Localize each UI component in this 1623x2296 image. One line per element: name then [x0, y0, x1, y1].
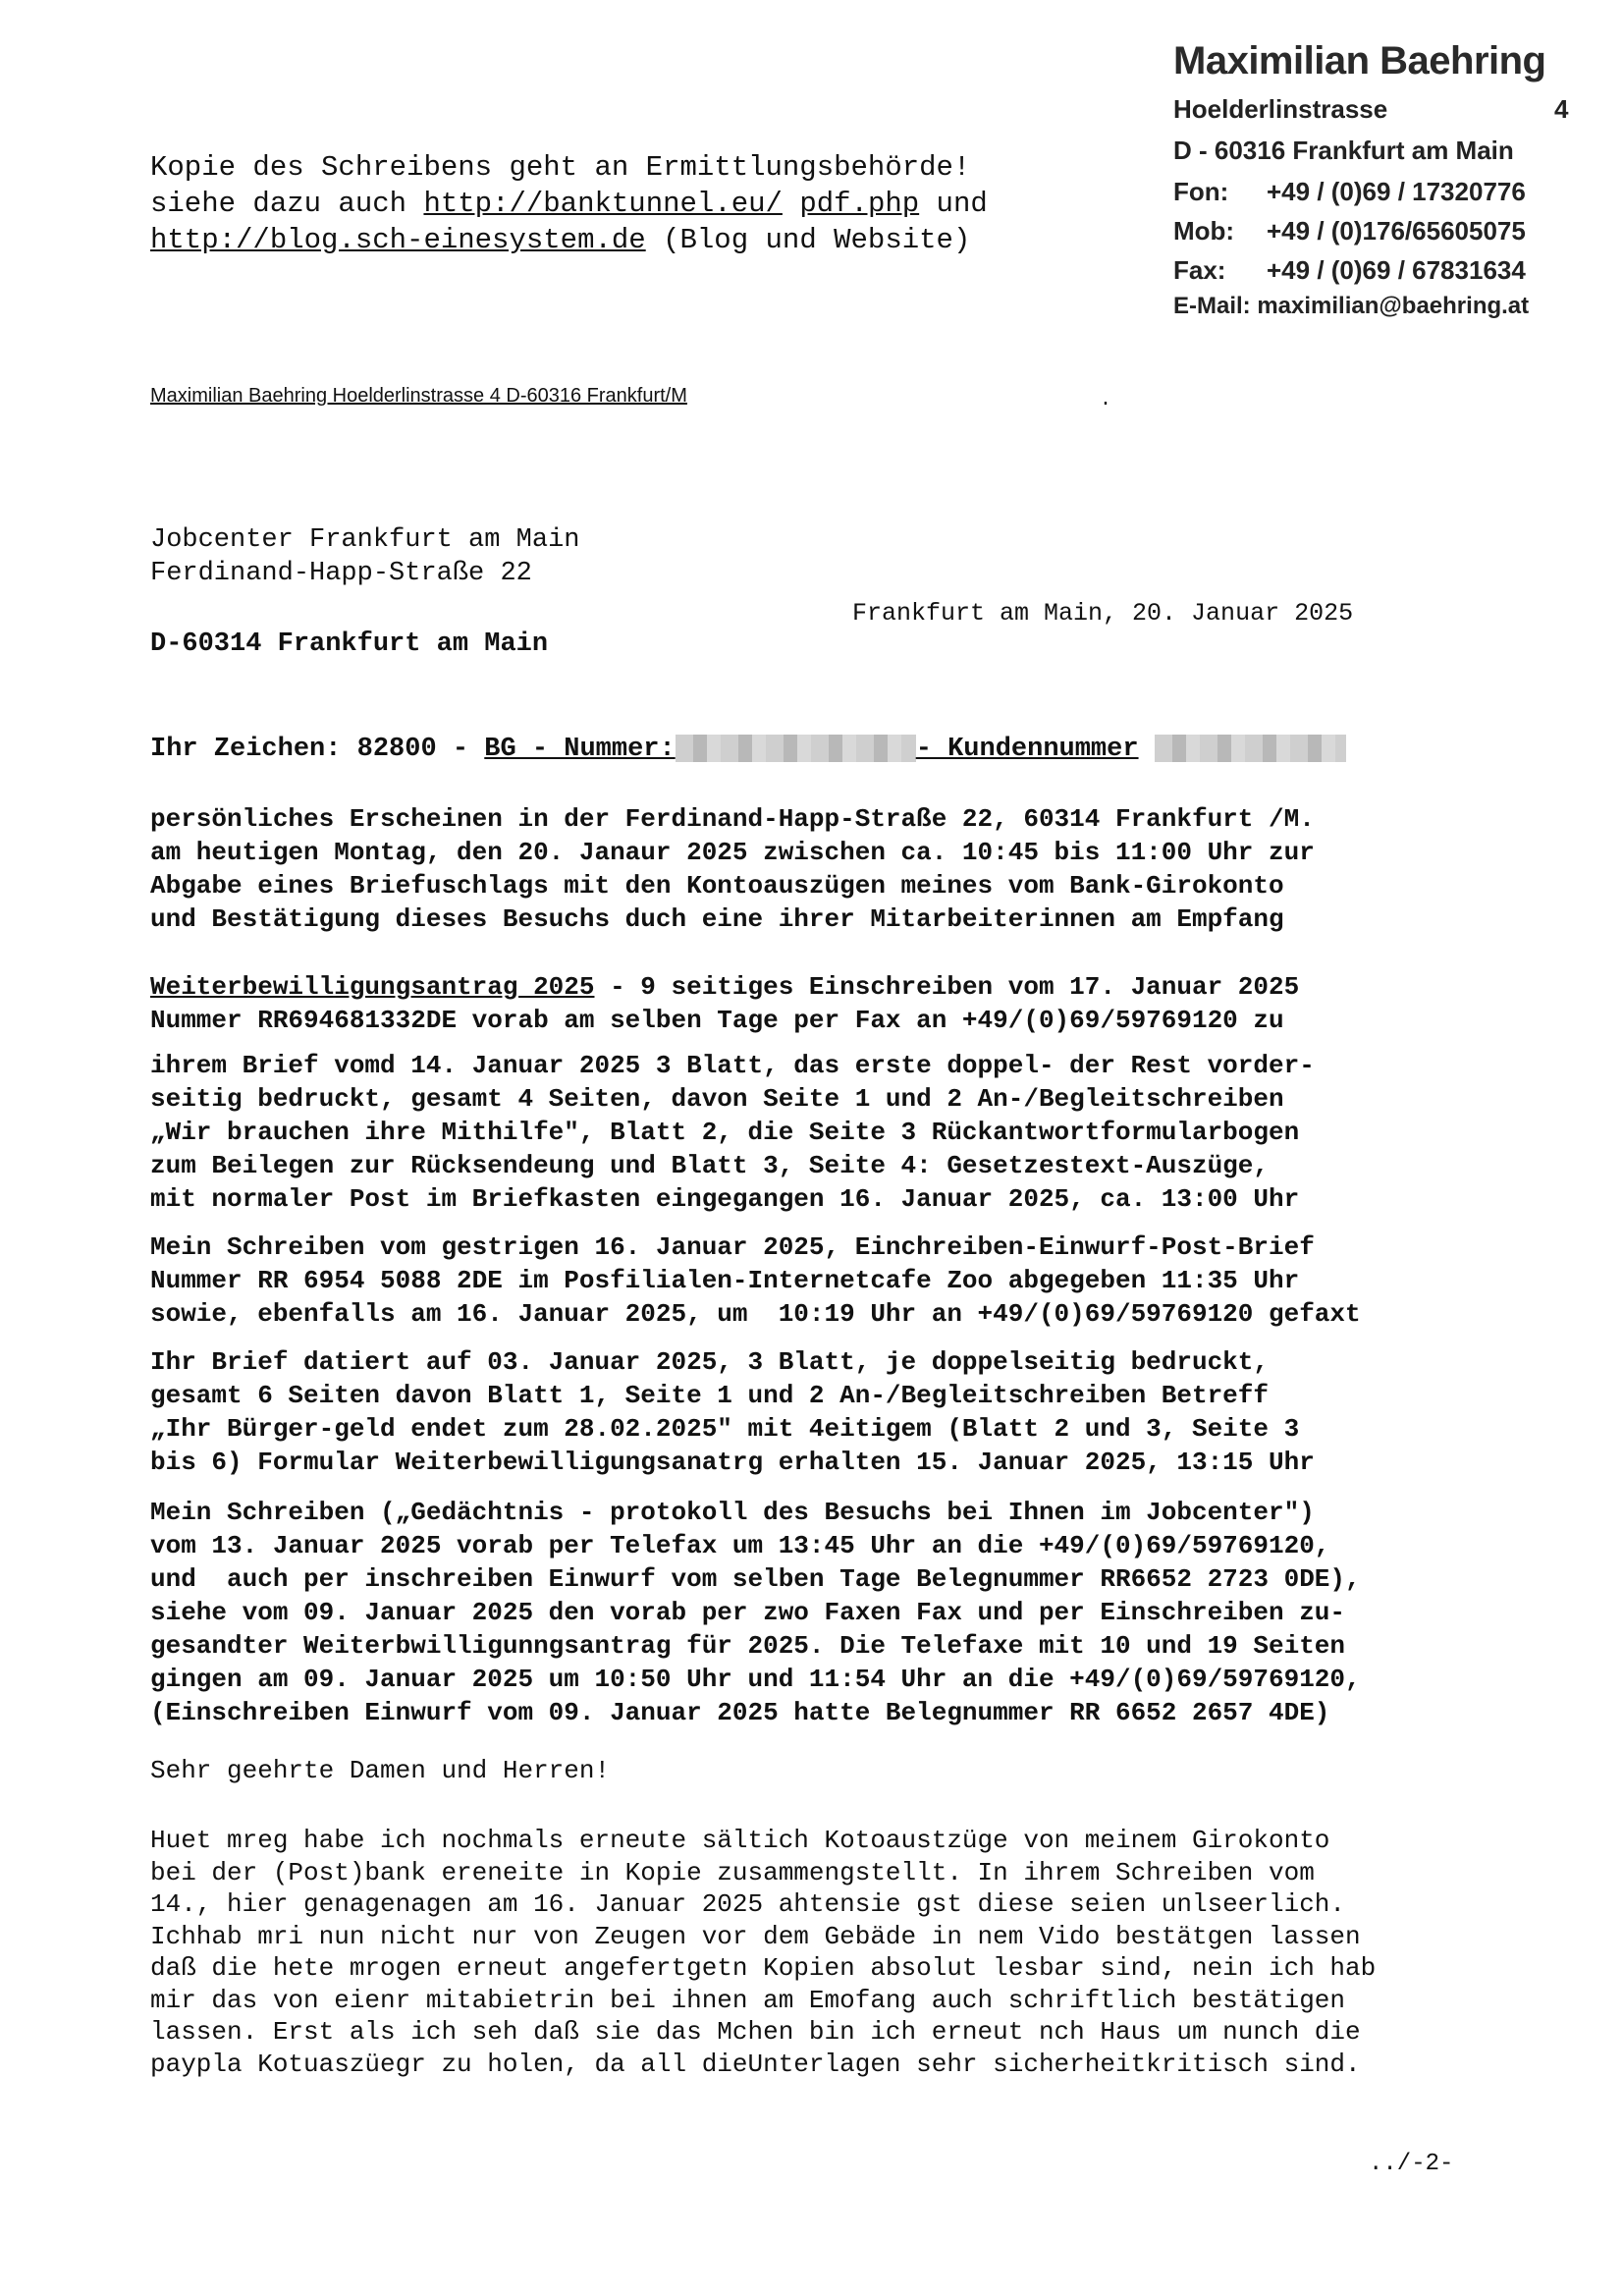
- text-line: sowie, ebenfalls am 16. Januar 2025, um 10:19 Uhr an +49/(0)69/59769120 gefaxt: [150, 1299, 1361, 1329]
- blog-link[interactable]: http://blog.sch-einesystem.de: [150, 224, 646, 256]
- text-line: gesamt 6 Seiten davon Blatt 1, Seite 1 und 2 An-/Begleitschreiben Betreff: [150, 1381, 1269, 1410]
- letterhead-fon: [1173, 177, 1526, 207]
- letterhead-email: E-Mail: maximilian@baehring.at: [1173, 293, 1530, 319]
- stray-mark: ·: [1100, 393, 1112, 415]
- application-title-rest: - 9 seitiges Einschreiben vom 17. Januar 2025: [594, 972, 1300, 1002]
- visit-confirmation-block: [150, 802, 1315, 936]
- fax-number: +49 / (0)69 / 67831634: [1267, 255, 1526, 285]
- body-line: lassen. Erst als ich seh daß sie das Mchen bin ich erneut nch Haus um nunch die: [150, 2017, 1361, 2047]
- text-line: am heutigen Montag, den 20. Janaur 2025 zwischen ca. 10:45 bis 11:00 Uhr zur: [150, 838, 1315, 867]
- letter-date: Frankfurt am Main, 20. Januar 2025: [852, 599, 1354, 628]
- body-line: 14., hier genagenagen am 16. Januar 2025 ahtensie gst diese seien unlseerlich.: [150, 1889, 1345, 1919]
- reference-prefix: Ihr Zeichen: 82800 -: [150, 735, 485, 765]
- page-number: ../-2-: [1369, 2151, 1454, 2177]
- notice-suffix: und: [919, 188, 988, 220]
- text-line: mit normaler Post im Briefkasten eingegangen 16. Januar 2025, ca. 13:00 Uhr: [150, 1184, 1300, 1214]
- text-line: „Ihr Bürger-geld endet zum 28.02.2025" mit 4eitigem (Blatt 2 und 3, Seite 3: [150, 1414, 1300, 1444]
- text-line: ihrem Brief vomd 14. Januar 2025 3 Blatt, das erste doppel- der Rest vorder-: [150, 1051, 1315, 1080]
- pdf-link[interactable]: pdf.php: [799, 188, 920, 220]
- letterhead-fax: [1173, 255, 1526, 286]
- letter-13-january-block: [150, 1496, 1361, 1729]
- notice-blog-suffix: (Blog und Website): [645, 224, 971, 256]
- text-line: siehe vom 09. Januar 2025 den vorab per zwo Faxen Fax und per Einschreiben zu-: [150, 1598, 1345, 1627]
- application-block: [150, 970, 1299, 1037]
- recipient-name: Jobcenter Frankfurt am Main: [150, 525, 580, 555]
- text-line: persönliches Erscheinen in der Ferdinand-Happ-Straße 22, 60314 Frankfurt /M.: [150, 804, 1315, 834]
- letterhead-name: Maximilian Baehring: [1173, 39, 1546, 82]
- text-line: Mein Schreiben vom gestrigen 16. Januar 2025, Einchreiben-Einwurf-Post-Brief: [150, 1232, 1315, 1262]
- notice-prefix: siehe dazu auch: [150, 188, 424, 220]
- text-line: Mein Schreiben („Gedächtnis - protokoll des Besuchs bei Ihnen im Jobcenter"): [150, 1498, 1315, 1527]
- notice-line-1: Kopie des Schreibens geht an Ermittlungsbehörde!: [150, 151, 971, 184]
- text-line: (Einschreiben Einwurf vom 09. Januar 2025 hatte Belegnummer RR 6652 2657 4DE): [150, 1698, 1330, 1727]
- recipient-city: D-60314 Frankfurt am Main: [150, 629, 549, 659]
- copy-notice: [150, 149, 988, 258]
- body-line: bei der (Post)bank ereneite in Kopie zusammengstellt. In ihrem Schreiben vom: [150, 1857, 1315, 1887]
- customer-number-label: - Kundennummer: [915, 735, 1139, 765]
- fon-number: +49 / (0)69 / 17320776: [1267, 177, 1526, 206]
- body-line: mir das von eienr mitabietrin bei ihnen am Emofang auch schriftlich bestätigen: [150, 1985, 1345, 2015]
- letter-16-january-block: [150, 1230, 1361, 1331]
- text-line: Ihr Brief datiert auf 03. Januar 2025, 3 Blatt, je doppelseitig bedruckt,: [150, 1347, 1269, 1377]
- text-line: Abgabe eines Briefuschlags mit den Kontoauszügen meines vom Bank-Girokonto: [150, 871, 1284, 901]
- body-line: Huet mreg habe ich nochmals erneute sältich Kotoaustzüge von meinem Girokonto: [150, 1826, 1330, 1855]
- notice-line-2: [150, 186, 988, 222]
- letterhead-street: Hoelderlinstrasse: [1173, 94, 1388, 124]
- letter-03-january-block: [150, 1345, 1315, 1479]
- text-line: Nummer RR694681332DE vorab am selben Tage per Fax an +49/(0)69/59769120 zu: [150, 1006, 1284, 1035]
- fon-label: Fon:: [1173, 177, 1229, 206]
- body-line: Ichhab mri nun nicht nur von Zeugen vor dem Gebäde in nem Vido bestätgen lassen: [150, 1921, 1361, 1951]
- notice-line-3: [150, 222, 988, 258]
- text-line: zum Beilegen zur Rücksendeung und Blatt 3, Seite 4: Gesetzestext-Auszüge,: [150, 1151, 1269, 1180]
- letterhead-mob: [1173, 216, 1526, 246]
- text-line: [150, 970, 1299, 1004]
- text-line: gesandter Weiterbwilligunngsantrag für 2025. Die Telefaxe mit 10 und 19 Seiten: [150, 1631, 1345, 1661]
- redacted-customer-number: [1155, 735, 1346, 762]
- letterhead-street-line: [1173, 94, 1387, 125]
- text-line: und auch per inschreiben Einwurf vom selben Tage Belegnummer RR6652 2723 0DE),: [150, 1564, 1361, 1594]
- text-line: vom 13. Januar 2025 vorab per Telefax um 13:45 Uhr an die +49/(0)69/59769120,: [150, 1531, 1330, 1560]
- recipient-street: Ferdinand-Happ-Straße 22: [150, 559, 532, 588]
- text-line: bis 6) Formular Weiterbewilligungsanatrg erhalten 15. Januar 2025, 13:15 Uhr: [150, 1448, 1315, 1477]
- salutation: Sehr geehrte Damen und Herren!: [150, 1756, 611, 1785]
- application-title: Weiterbewilligungsantrag 2025: [150, 972, 595, 1002]
- letter-14-january-block: [150, 1049, 1315, 1216]
- letterhead-city: D - 60316 Frankfurt am Main: [1173, 136, 1514, 165]
- mob-number: +49 / (0)176/65605075: [1267, 216, 1526, 246]
- text-line: Nummer RR 6954 5088 2DE im Posfilialen-Internetcafe Zoo abgegeben 11:35 Uhr: [150, 1266, 1300, 1295]
- text-line: gingen am 09. Januar 2025 um 10:50 Uhr und 11:54 Uhr an die +49/(0)69/59769120,: [150, 1665, 1361, 1694]
- bg-number-label: BG - Nummer:: [484, 735, 676, 765]
- body-line: daß die hete mrogen erneut angefertgetn Kopien absolut lesbar sind, nein ich hab: [150, 1953, 1377, 1983]
- banktunnel-link[interactable]: http://banktunnel.eu/: [423, 188, 783, 220]
- mob-label: Mob:: [1173, 216, 1235, 246]
- body-line: paypla Kotuaszüegr zu holen, da all dieUnterlagen sehr sicherheitkritisch sind.: [150, 2049, 1361, 2079]
- sender-return-address: Maximilian Baehring Hoelderlinstrasse 4 D-60316 Frankfurt/M: [150, 385, 687, 407]
- text-line: seitig bedruckt, gesamt 4 Seiten, davon Seite 1 und 2 An-/Begleitschreiben: [150, 1084, 1284, 1114]
- letterhead-house-number: 4: [1554, 94, 1569, 124]
- text-line: und Bestätigung dieses Besuchs duch eine ihrer Mitarbeiterinnen am Empfang: [150, 904, 1284, 934]
- redacted-bg-number: [676, 735, 916, 762]
- recipient-address: [150, 523, 579, 590]
- letter-body: [150, 1825, 1376, 2080]
- text-line: „Wir brauchen ihre Mithilfe", Blatt 2, die Seite 3 Rückantwortformularbogen: [150, 1118, 1300, 1147]
- reference-line: [150, 735, 1346, 764]
- fax-label: Fax:: [1173, 255, 1226, 285]
